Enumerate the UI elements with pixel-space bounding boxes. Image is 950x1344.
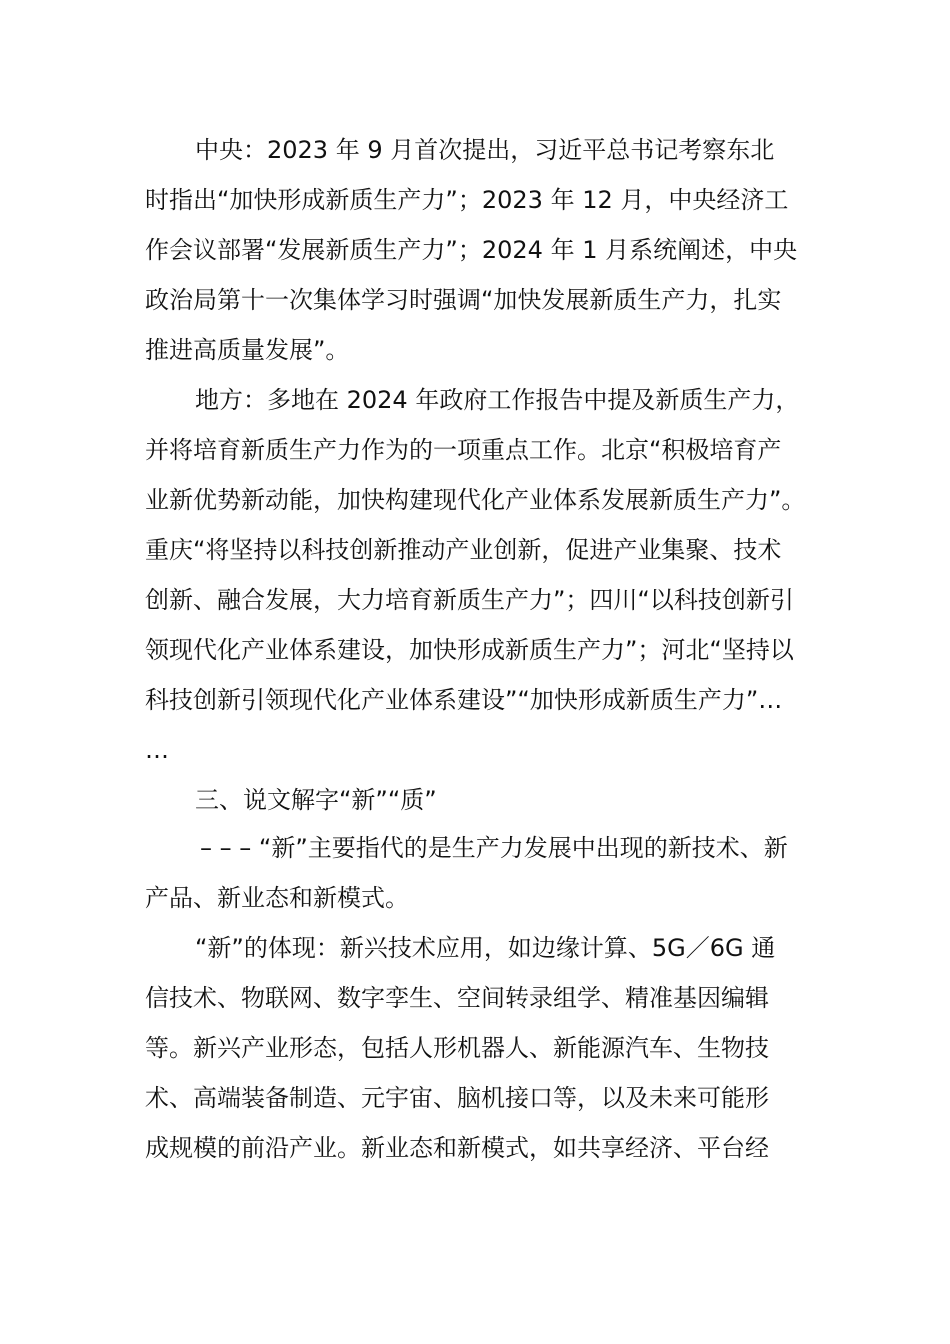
text-line: 创新、融合发展，大力培育新质生产力”；四川“以科技创新引 <box>145 586 794 614</box>
text-line: 时指出“加快形成新质生产力”；2023 年 12 月，中央经济工 <box>145 186 789 214</box>
text-line: 科技创新引领现代化产业体系建设”“加快形成新质生产力”… <box>145 686 783 714</box>
text-line: 政治局第十一次集体学习时强调“加快发展新质生产力，扎实 <box>145 286 782 314</box>
text-line: 中央：2023 年 9 月首次提出，习近平总书记考察东北 <box>195 136 775 164</box>
text-line: 信技术、物联网、数字孪生、空间转录组学、精准基因编辑 <box>145 984 769 1012</box>
text-line: 业新优势新动能，加快构建现代化产业体系发展新质生产力”。 <box>145 486 806 514</box>
text-line: 领现代化产业体系建设，加快形成新质生产力”；河北“坚持以 <box>145 636 794 664</box>
section-heading: 三、说文解字“新”“质” <box>195 786 437 814</box>
text-line: 产品、新业态和新模式。 <box>145 884 409 912</box>
text-line: 等。新兴产业形态，包括人形机器人、新能源汽车、生物技 <box>145 1034 769 1062</box>
text-line: “新”的体现：新兴技术应用，如边缘计算、5G／6G 通 <box>195 934 776 962</box>
text-line: 并将培育新质生产力作为的一项重点工作。北京“积极培育产 <box>145 436 782 464</box>
text-line: 地方：多地在 2024 年政府工作报告中提及新质生产力， <box>195 386 800 414</box>
text-line: … <box>145 736 169 764</box>
text-line: 推进高质量发展”。 <box>145 336 350 364</box>
text-line: 作会议部署“发展新质生产力”；2024 年 1 月系统阐述，中央 <box>145 236 798 264</box>
text-line: 成规模的前沿产业。新业态和新模式，如共享经济、平台经 <box>145 1134 769 1162</box>
text-line: – – – “新”主要指代的是生产力发展中出现的新技术、新 <box>200 834 788 862</box>
text-line: 术、高端装备制造、元宇宙、脑机接口等，以及未来可能形 <box>145 1084 769 1112</box>
text-line: 重庆“将坚持以科技创新推动产业创新，促进产业集聚、技术 <box>145 536 782 564</box>
